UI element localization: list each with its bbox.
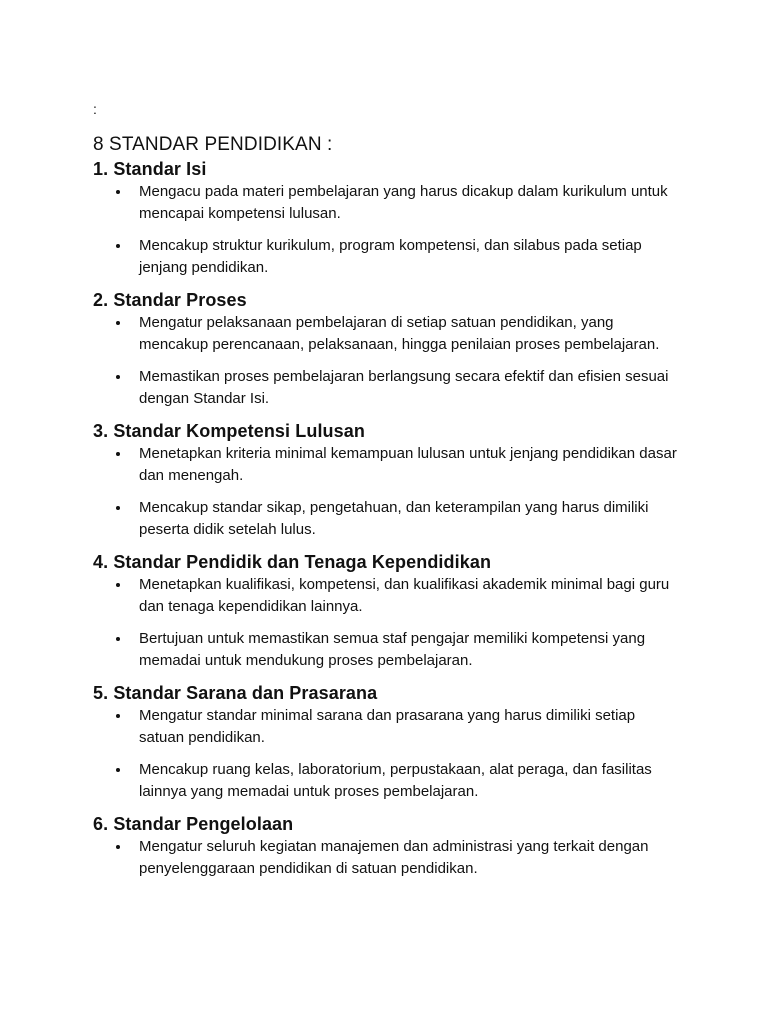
bullet-list (93, 574, 683, 672)
bullet-icon (116, 714, 120, 718)
list-item-text: Mencakup ruang kelas, laboratorium, perpustakaan, alat peraga, dan fasilitas lainnya yang memadai untuk proses pembelajaran. (139, 761, 652, 800)
bullet-icon (116, 637, 120, 641)
section-heading: 5. Standar Sarana dan Prasarana (93, 683, 378, 703)
list-item-text: Mengatur seluruh kegiatan manajemen dan administrasi yang terkait dengan penyelenggaraan pendidikan di satuan pendidikan. (139, 838, 649, 877)
list-item (93, 705, 683, 749)
list-item (93, 759, 683, 803)
list-item (93, 366, 683, 410)
section-standar-pendidik (93, 550, 683, 672)
bullet-list (93, 443, 683, 541)
list-item (93, 628, 683, 672)
list-item-text: Mengatur pelaksanaan pembelajaran di setiap satuan pendidikan, yang mencakup perencanaan, pelaksanaan, hingga penilaian proses pembelajaran. (139, 314, 660, 353)
bullet-icon (116, 244, 120, 248)
bullet-icon (116, 768, 120, 772)
list-item (93, 181, 683, 225)
bullet-list (93, 836, 683, 880)
bullet-icon (116, 452, 120, 456)
leading-mark: : (93, 101, 97, 117)
list-item (93, 836, 683, 880)
list-item (93, 443, 683, 487)
bullet-icon (116, 321, 120, 325)
list-item-text: Mengacu pada materi pembelajaran yang harus dicakup dalam kurikulum untuk mencapai kompetensi lulusan. (139, 183, 668, 222)
section-heading: 1. Standar Isi (93, 159, 207, 179)
sections-container (93, 157, 683, 880)
bullet-list (93, 312, 683, 410)
list-item-text: Mencakup standar sikap, pengetahuan, dan keterampilan yang harus dimiliki peserta didik setelah lulus. (139, 499, 649, 538)
document-page (93, 100, 683, 880)
document-title: 8 STANDAR PENDIDIKAN : (93, 134, 333, 155)
section-standar-kompetensi-lulusan (93, 419, 683, 541)
list-item-text: Mencakup struktur kurikulum, program kompetensi, dan silabus pada setiap jenjang pendidikan. (139, 237, 642, 276)
list-item-text: Bertujuan untuk memastikan semua staf pengajar memiliki kompetensi yang memadai untuk mendukung proses pembelajaran. (139, 630, 646, 669)
list-item (93, 497, 683, 541)
section-standar-sarana (93, 681, 683, 803)
section-standar-isi (93, 157, 683, 279)
list-item-text: Menetapkan kriteria minimal kemampuan lulusan untuk jenjang pendidikan dasar dan menengah. (139, 445, 677, 484)
bullet-icon (116, 190, 120, 194)
list-item (93, 312, 683, 356)
bullet-icon (116, 375, 120, 379)
section-standar-proses (93, 288, 683, 410)
list-item-text: Memastikan proses pembelajaran berlangsung secara efektif dan efisien sesuai dengan Standar Isi. (139, 368, 669, 407)
section-heading: 6. Standar Pengelolaan (93, 814, 294, 834)
section-heading: 4. Standar Pendidik dan Tenaga Kependidikan (93, 552, 492, 572)
bullet-icon (116, 506, 120, 510)
list-item (93, 574, 683, 618)
bullet-icon (116, 845, 120, 849)
list-item-text: Menetapkan kualifikasi, kompetensi, dan kualifikasi akademik minimal bagi guru dan tenaga kependidikan lainnya. (139, 576, 670, 615)
bullet-list (93, 705, 683, 803)
section-heading: 3. Standar Kompetensi Lulusan (93, 421, 365, 441)
list-item (93, 235, 683, 279)
bullet-list (93, 181, 683, 279)
bullet-icon (116, 583, 120, 587)
section-heading: 2. Standar Proses (93, 290, 247, 310)
list-item-text: Mengatur standar minimal sarana dan prasarana yang harus dimiliki setiap satuan pendidikan. (139, 707, 636, 746)
section-standar-pengelolaan (93, 812, 683, 880)
